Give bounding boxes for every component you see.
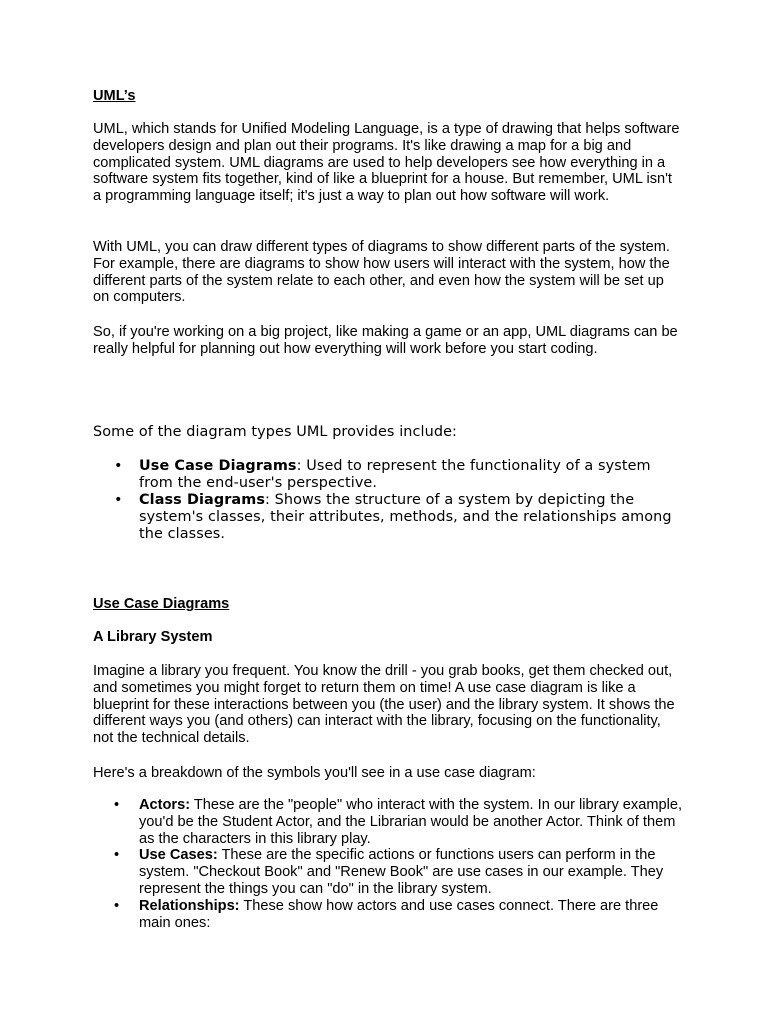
list-item-text: : Used to represent the functionality of a system from the end-user's perspective.: [139, 458, 651, 491]
list-item: [93, 492, 683, 543]
list-item: [93, 797, 683, 847]
list-item-term: Class Diagrams: [139, 492, 266, 508]
diagram-types-intro: Some of the diagram types UML provides include:: [93, 424, 457, 440]
list-item-term: Use Case Diagrams: [139, 458, 297, 474]
symbols-list: [93, 797, 683, 931]
list-item: [93, 458, 683, 492]
list-item-term: Relationships:: [139, 897, 240, 914]
library-paragraph: Imagine a library you frequent. You know the drill - you grab books, get them checked out, and sometimes you might forget to return them on time! A use case diagram is like a blueprint for these interactions between you (the user) and the library system. It shows the different ways you (and others) can interact with the library, focusing on the functionality, not the technical details.: [93, 663, 675, 747]
list-item-text: These are the "people" who interact with the system. In our library example, you'd be the Student Actor, and the Librarian would be another Actor. Think of them as the characters in this library play.: [139, 797, 683, 847]
list-item-term: Actors:: [139, 797, 191, 813]
intro-paragraph-3: So, if you're working on a big project, like making a game or an app, UML diagrams can be really helpful for planning out how everything will work before you start coding.: [93, 324, 678, 357]
symbols-intro: Here's a breakdown of the symbols you'll see in a use case diagram:: [93, 765, 536, 781]
library-subheading: A Library System: [93, 629, 213, 645]
list-item-text: These are the specific actions or functions users can perform in the system. "Checkout Book" and "Renew Book" are use cases in our example. They represent the things you can "do" in the library system.: [139, 847, 664, 897]
intro-paragraph-2: With UML, you can draw different types of diagrams to show different parts of the system. For example, there are diagrams to show how users will interact with the system, how the different parts of the system relate to each other, and even how the system will be set up on computers.: [93, 239, 670, 306]
list-item-text: These show how actors and use cases connect. There are three main ones:: [139, 897, 659, 931]
diagram-types-list: [93, 458, 683, 543]
use-case-heading: Use Case Diagrams: [93, 596, 230, 612]
list-item: [93, 898, 683, 932]
list-item-term: Use Cases:: [139, 847, 218, 864]
list-item: [93, 847, 683, 897]
list-item-text: : Shows the structure of a system by depicting the system's classes, their attributes, methods, and the relationships among the classes.: [139, 492, 672, 542]
uml-heading: UML’s: [93, 88, 136, 104]
intro-paragraph-1: UML, which stands for Unified Modeling Language, is a type of drawing that helps software developers design and plan out their programs. It's like drawing a map for a big and complicated system. UML diagrams are used to help developers see how everything in a software system fits together, kind of like a blueprint for a house. But remember, UML isn't a programming language itself; it's just a way to plan out how software will work.: [93, 121, 680, 205]
